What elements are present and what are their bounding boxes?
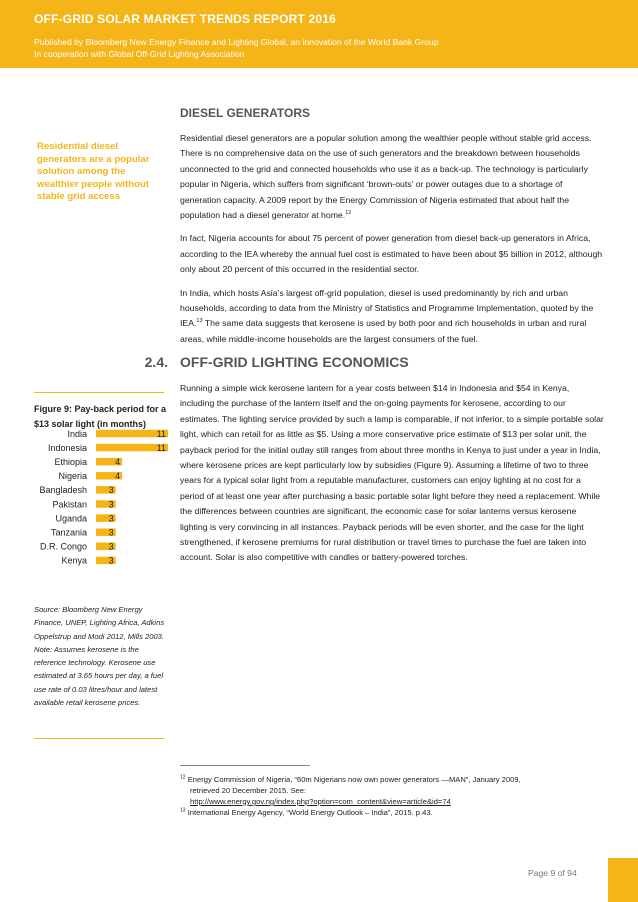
economics-body [180, 381, 605, 574]
section-heading-diesel: DIESEL GENERATORS [180, 106, 311, 120]
report-title: OFF-GRID SOLAR MARKET TRENDS REPORT 2016 [34, 12, 337, 26]
category-label: Nigeria [58, 471, 87, 482]
corner-accent [608, 858, 638, 902]
category-label: Pakistan [52, 499, 87, 510]
footnote-12: $^{12}$ Energy Commission of Nigeria, “60m Nigerians now own power generators —MAN”, January 2009, [180, 774, 521, 784]
diesel-body [180, 131, 605, 355]
report-header-banner [0, 0, 638, 68]
footnote-13: $^{13}$ International Energy Agency, “World Energy Outlook – India”, 2015. p.43. [180, 807, 433, 817]
economics-paragraph-1: Running a simple wick kerosene lantern for a year costs between $14 in Indonesia and $54 in Kenya, including the purchase of the lantern itself and the on-going payments for kerosene, according to our estimates. The lighting service provided by such a lamp is comparable, if not inferior, to a simple portable solar light, which can retail for as little as $5. Using a more conservative price estimate of $13 per solar unit, the payback period for the initial outlay still ranges from about three months in Kenya to just under a year in India, where kerosene prices are kept particularly low by subsidies (Figure 9). Assuming a lifetime of two to three years for a typical solar light from a reputable manufacturer, customers can enjoy lighting at no cost for a period of at least one year after purchasing a basic portable solar light before they need a replacement. While the differences between countries are significant, the economic case for solar lanterns versus kerosene lighting is very convincing in all instances. Payback periods will be even shorter, and the case for the light strengthened, if kerosene premiums for rural distribution or travel times to purchase the fuel are taken into account. Solar is also competitive with candles or battery-powered torches. [180, 383, 604, 563]
figure-bottom-rule [34, 738, 164, 739]
value-label: 3 [108, 485, 114, 496]
cooperation-line: In cooperation with Global Off-Grid Lighting Association [34, 49, 245, 59]
category-label: D.R. Congo [39, 541, 87, 552]
category-label: Kenya [61, 555, 87, 566]
diesel-paragraph-2: In fact, Nigeria accounts for about 75 percent of power generation from diesel back-up generators in Africa, according to the IEA whereby the annual fuel cost is estimated to have been about $5 billion in 2012, although only about 20 percent of this occurred in the residential sector. [180, 233, 603, 275]
figure-source-note: Source: Bloomberg New Energy Finance, UNEP, Lighting Africa, Adkins Oppelstrup and Modi 2012, Mills 2003. Note: Assumes kerosene is the reference technology. Kerosene use estimated at 3.65 hours per day, a fuel use rate of 0.03 litres/hour and latest available retail kerosene prices. [34, 605, 165, 708]
category-label: Bangladesh [39, 485, 87, 496]
category-label: Indonesia [47, 442, 87, 453]
value-label: 11 [156, 442, 166, 453]
footnote-separator [180, 765, 310, 766]
section-heading-economics: OFF-GRID LIGHTING ECONOMICS [180, 354, 409, 370]
value-label: 11 [156, 428, 166, 439]
footnote-12-link[interactable]: http://www.energy.gov.ng/index.php?option=com_content&view=article&id=74 [190, 797, 451, 806]
footnote-ref-12[interactable]: 12 [345, 210, 352, 217]
footnote-ref-13[interactable]: 13 [196, 318, 203, 325]
section-number: 2.4. [144, 354, 168, 370]
value-label: 3 [108, 541, 114, 552]
page-number: Page 9 of 94 [528, 868, 577, 878]
payback-bar-chart [30, 424, 170, 599]
footnotes [180, 774, 600, 818]
publisher-line: Published by Bloomberg New Energy Finance and Lighting Global, an innovation of the World Bank Group [34, 37, 439, 47]
value-label: 3 [108, 527, 114, 538]
value-label: 4 [115, 471, 121, 482]
pull-quote: Residential diesel generators are a popular solution among the wealthier people without stable grid access [37, 141, 150, 202]
value-label: 3 [108, 555, 114, 566]
value-label: 4 [115, 457, 121, 467]
value-label: 3 [108, 499, 114, 510]
category-label: India [67, 428, 87, 439]
diesel-paragraph-3: In India, which hosts Asia’s largest off-grid population, diesel is used predominantly by rich and urban households, according to data from the Ministry of Statistics and Programme Implementation, quoted by the IEA.$^{13}$ The same data suggests that kerosene is used by both poor and rich households in urban and rural areas, while middle-income households are the largest consumers of the fuel. [180, 287, 594, 344]
diesel-paragraph-1: Residential diesel generators are a popular solution among the wealthier people without stable grid access. There is no comprehensive data on the use of such generators and the breakdown between households unconnected to the grid and connected households who use it as a back-up. The technology is particularly popular in Nigeria, which suffers from significant ‘brown-outs’ or power outages due to a shortage of generation capacity. A 2009 report by the Energy Commission of Nigeria estimated that about half the population had a diesel generator at home.$^{12}$ [180, 133, 592, 221]
footnote-12-continued: retrieved 20 December 2015. See: [190, 786, 307, 795]
figure-top-rule [34, 392, 164, 393]
category-label: Ethiopia [54, 457, 87, 467]
figure-title: Figure 9: Pay-back period for a $13 solar light (in months) [34, 404, 167, 429]
category-label: Tanzania [50, 527, 87, 538]
category-label: Uganda [55, 513, 87, 524]
report-publisher-note [34, 36, 438, 60]
value-label: 3 [108, 513, 114, 524]
